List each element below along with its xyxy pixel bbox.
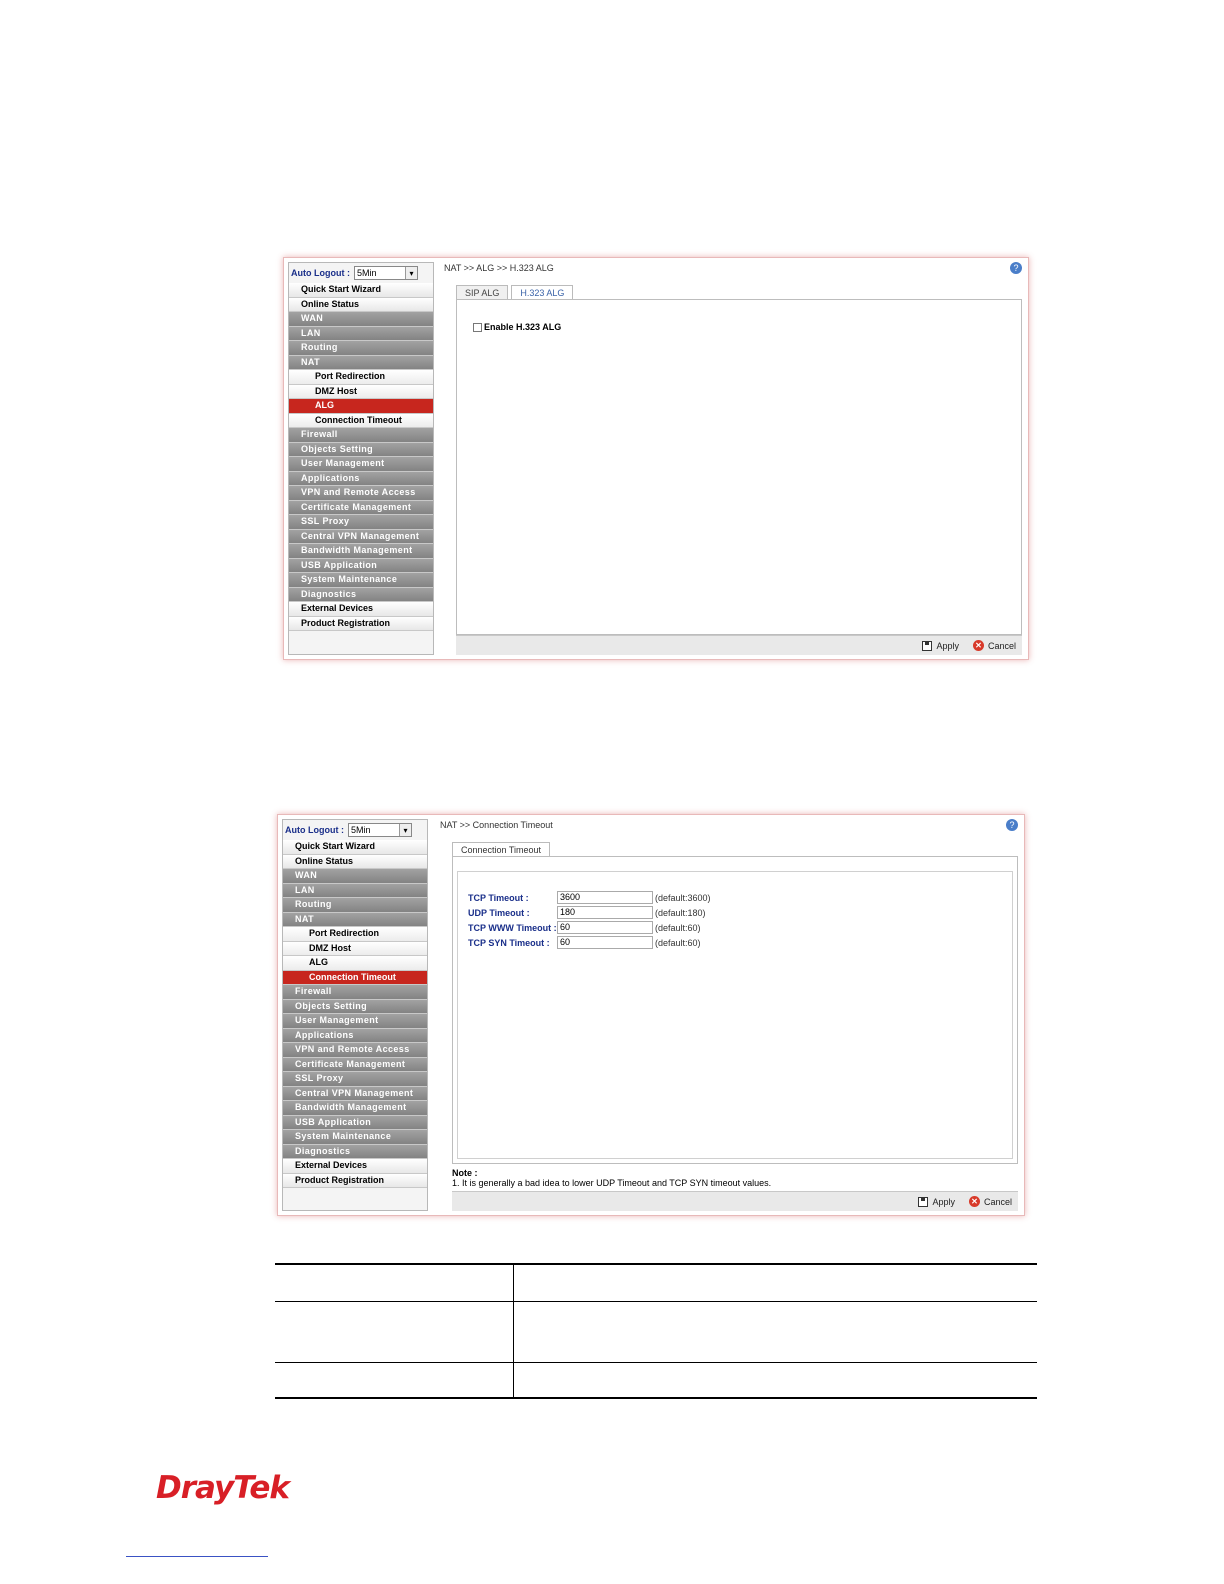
apply-label: Apply (936, 640, 959, 651)
apply-button[interactable] (922, 641, 959, 651)
cancel-button[interactable] (973, 640, 1016, 651)
note-text: 1. It is generally a bad idea to lower UDP Timeout and TCP SYN timeout values. (452, 1178, 772, 1188)
tab-bar (452, 842, 550, 856)
save-icon (922, 641, 932, 651)
tab-h323-alg[interactable]: H.323 ALG (511, 285, 573, 299)
apply-button[interactable] (918, 1197, 955, 1207)
tcp-syn-timeout-input[interactable]: 60 (557, 936, 653, 949)
sidebar-item-certificate-management[interactable]: Certificate Management (283, 1058, 427, 1073)
sidebar-item-port-redirection[interactable]: Port Redirection (289, 370, 433, 385)
sidebar-item-lan[interactable]: LAN (283, 884, 427, 899)
tab-connection-timeout[interactable]: Connection Timeout (452, 842, 550, 856)
sidebar-item-dmz-host[interactable]: DMZ Host (289, 385, 433, 400)
sidebar-item-online-status[interactable]: Online Status (283, 855, 427, 870)
table-cell (513, 1362, 1037, 1398)
sidebar-item-connection-timeout[interactable]: Connection Timeout (283, 971, 427, 986)
sidebar-item-objects-setting[interactable]: Objects Setting (283, 1000, 427, 1015)
sidebar-item-certificate-management[interactable]: Certificate Management (289, 501, 433, 516)
sidebar-item-external-devices[interactable]: External Devices (289, 602, 433, 617)
table-cell (513, 1301, 1037, 1362)
cancel-label: Cancel (987, 640, 1016, 651)
table-cell (275, 1264, 513, 1301)
sidebar-item-alg[interactable]: ALG (289, 399, 433, 414)
field-label: UDP Timeout : (468, 907, 530, 918)
sidebar-item-bandwidth-management[interactable]: Bandwidth Management (283, 1101, 427, 1116)
help-icon[interactable]: ? (1010, 262, 1022, 274)
breadcrumb-text: NAT >> ALG >> H.323 ALG (444, 263, 554, 273)
sidebar-item-system-maintenance[interactable]: System Maintenance (289, 573, 433, 588)
sidebar-item-firewall[interactable]: Firewall (283, 985, 427, 1000)
sidebar-item-central-vpn-management[interactable]: Central VPN Management (283, 1087, 427, 1102)
field-row-tcp-timeout (468, 890, 711, 905)
field-label: TCP WWW Timeout : (468, 922, 557, 933)
sidebar-item-routing[interactable]: Routing (289, 341, 433, 356)
field-default-hint: (default:3600) (655, 892, 711, 903)
field-default-hint: (default:60) (655, 922, 701, 933)
sidebar-item-usb-application[interactable]: USB Application (283, 1116, 427, 1131)
enable-h323-row (473, 322, 561, 332)
note (452, 1168, 771, 1188)
sidebar-item-port-redirection[interactable]: Port Redirection (283, 927, 427, 942)
field-label: TCP SYN Timeout : (468, 937, 550, 948)
fields-frame (457, 871, 1013, 1159)
table-cell (275, 1301, 513, 1362)
sidebar-item-ssl-proxy[interactable]: SSL Proxy (283, 1072, 427, 1087)
sidebar-item-system-maintenance[interactable]: System Maintenance (283, 1130, 427, 1145)
content-panel (456, 299, 1022, 635)
auto-logout-value: 5Min (350, 825, 371, 835)
main-content (438, 818, 1020, 1211)
sidebar-item-user-management[interactable]: User Management (289, 457, 433, 472)
sidebar-item-diagnostics[interactable]: Diagnostics (283, 1145, 427, 1160)
auto-logout (283, 820, 427, 840)
sidebar-item-bandwidth-management[interactable]: Bandwidth Management (289, 544, 433, 559)
sidebar-item-usb-application[interactable]: USB Application (289, 559, 433, 574)
sidebar-item-connection-timeout[interactable]: Connection Timeout (289, 414, 433, 429)
sidebar-item-dmz-host[interactable]: DMZ Host (283, 942, 427, 957)
enable-h323-checkbox[interactable] (473, 323, 482, 332)
breadcrumb-text: NAT >> Connection Timeout (440, 820, 553, 830)
sidebar-item-vpn-and-remote-access[interactable]: VPN and Remote Access (289, 486, 433, 501)
sidebar-item-online-status[interactable]: Online Status (289, 298, 433, 313)
sidebar-item-wan[interactable]: WAN (283, 869, 427, 884)
breadcrumb (438, 818, 1020, 832)
sidebar-menu (289, 283, 433, 631)
breadcrumb (442, 261, 1024, 275)
sidebar-item-wan[interactable]: WAN (289, 312, 433, 327)
udp-timeout-input[interactable]: 180 (557, 906, 653, 919)
sidebar-item-product-registration[interactable]: Product Registration (289, 617, 433, 632)
chevron-down-icon: ▾ (405, 267, 417, 279)
sidebar-item-firewall[interactable]: Firewall (289, 428, 433, 443)
sidebar-item-ssl-proxy[interactable]: SSL Proxy (289, 515, 433, 530)
enable-h323-label: Enable H.323 ALG (484, 322, 562, 332)
sidebar-item-objects-setting[interactable]: Objects Setting (289, 443, 433, 458)
sidebar-item-central-vpn-management[interactable]: Central VPN Management (289, 530, 433, 545)
chevron-down-icon: ▾ (399, 824, 411, 836)
cancel-button[interactable] (969, 1196, 1012, 1207)
description-table (275, 1263, 1037, 1399)
button-bar (452, 1191, 1018, 1211)
field-row-tcp-www-timeout (468, 920, 711, 935)
save-icon (918, 1197, 928, 1207)
sidebar-item-product-registration[interactable]: Product Registration (283, 1174, 427, 1189)
table-cell (513, 1264, 1037, 1301)
field-default-hint: (default:180) (655, 907, 706, 918)
sidebar-item-quick-start-wizard[interactable]: Quick Start Wizard (283, 840, 427, 855)
main-content (442, 261, 1024, 655)
draytek-logo: DrayTek (156, 1470, 289, 1506)
content-panel (452, 856, 1018, 1164)
cancel-icon: ✕ (969, 1196, 980, 1207)
note-title: Note : (452, 1168, 478, 1178)
sidebar-menu (283, 840, 427, 1188)
auto-logout-select[interactable] (348, 823, 412, 837)
screenshot-h323-alg (283, 257, 1029, 660)
sidebar-item-applications[interactable]: Applications (289, 472, 433, 487)
sidebar-item-nat[interactable]: NAT (283, 913, 427, 928)
cancel-label: Cancel (983, 1196, 1012, 1207)
auto-logout-label: Auto Logout : (285, 825, 344, 835)
sidebar-item-vpn-and-remote-access[interactable]: VPN and Remote Access (283, 1043, 427, 1058)
auto-logout (289, 263, 433, 283)
screenshot-connection-timeout (277, 814, 1025, 1216)
field-row-tcp-syn-timeout (468, 935, 711, 950)
auto-logout-select[interactable] (354, 266, 418, 280)
sidebar-item-lan[interactable]: LAN (289, 327, 433, 342)
table-row (275, 1301, 1037, 1362)
table-row (275, 1362, 1037, 1398)
sidebar-item-routing[interactable]: Routing (283, 898, 427, 913)
auto-logout-value: 5Min (356, 268, 377, 278)
sidebar (282, 819, 428, 1211)
sidebar-item-nat[interactable]: NAT (289, 356, 433, 371)
tab-bar (456, 285, 573, 299)
field-default-hint: (default:60) (655, 937, 701, 948)
sidebar-item-external-devices[interactable]: External Devices (283, 1159, 427, 1174)
sidebar-item-user-management[interactable]: User Management (283, 1014, 427, 1029)
sidebar-item-diagnostics[interactable]: Diagnostics (289, 588, 433, 603)
auto-logout-label: Auto Logout : (291, 268, 350, 278)
tcp-www-timeout-input[interactable]: 60 (557, 921, 653, 934)
cancel-icon: ✕ (973, 640, 984, 651)
sidebar-item-quick-start-wizard[interactable]: Quick Start Wizard (289, 283, 433, 298)
tcp-timeout-input[interactable]: 3600 (557, 891, 653, 904)
field-row-udp-timeout (468, 905, 711, 920)
field-label: TCP Timeout : (468, 892, 529, 903)
footer-link-underline (126, 1556, 268, 1557)
table-row (275, 1264, 1037, 1301)
sidebar (288, 262, 434, 655)
sidebar-item-alg[interactable]: ALG (283, 956, 427, 971)
button-bar (456, 635, 1022, 655)
help-icon[interactable]: ? (1006, 819, 1018, 831)
apply-label: Apply (932, 1196, 955, 1207)
sidebar-item-applications[interactable]: Applications (283, 1029, 427, 1044)
timeout-fields (468, 890, 711, 950)
tab-sip-alg[interactable]: SIP ALG (456, 285, 508, 299)
table-cell (275, 1362, 513, 1398)
